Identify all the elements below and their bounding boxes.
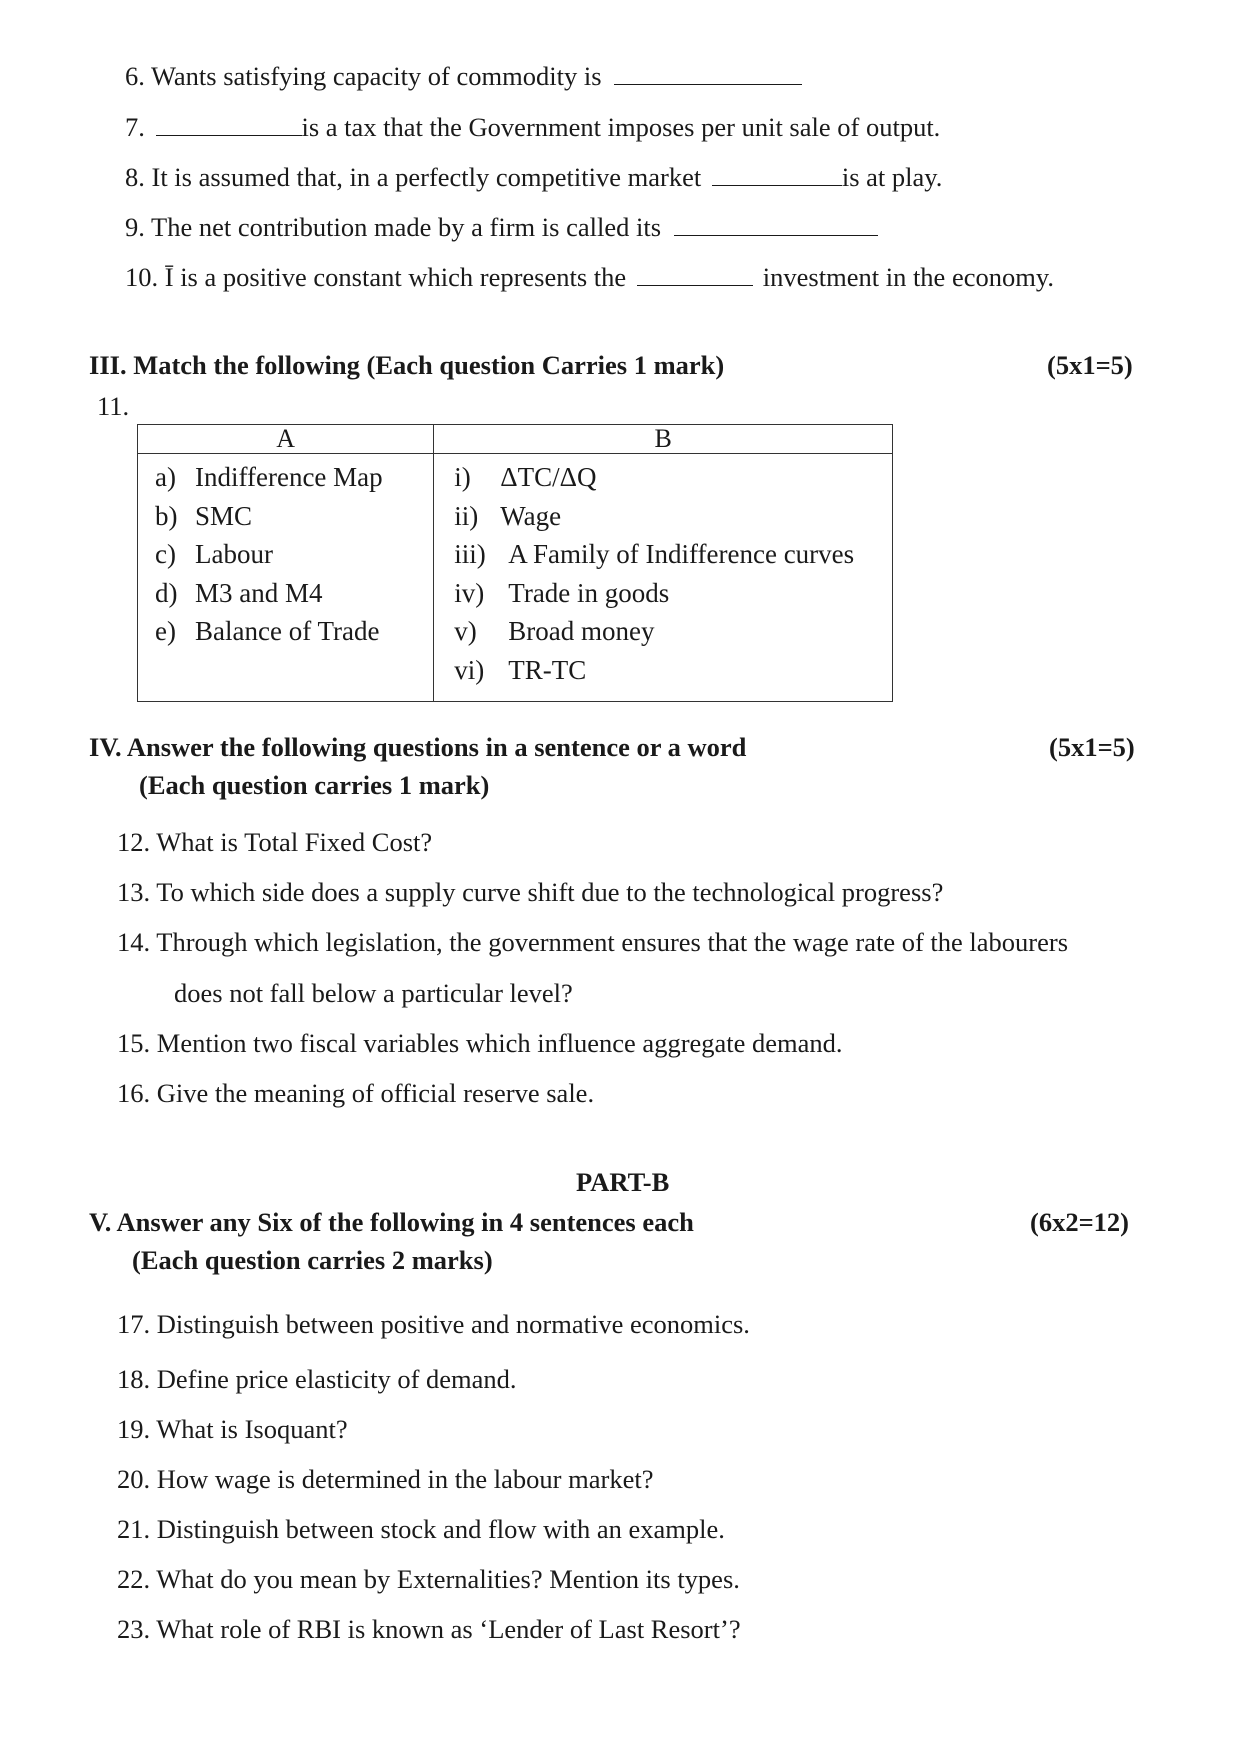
question-text: The net contribution made by a firm is called its [151, 212, 662, 242]
question-13: 13. To which side does a supply curve shift due to the technological progress? [117, 877, 944, 907]
question-14: 14. Through which legislation, the government ensures that the wage rate of the labourers [117, 927, 1069, 957]
answer-blank [156, 113, 302, 136]
list-item: iv) Trade in goods [454, 577, 670, 608]
question-12: 12. What is Total Fixed Cost? [117, 827, 433, 857]
question-23: 23. What role of RBI is known as ‘Lender of Last Resort’? [117, 1614, 741, 1644]
question-11-number: 11. [97, 391, 130, 421]
section-5-marks: (6x2=12) [1030, 1207, 1129, 1237]
question-number: 9. [125, 212, 145, 242]
list-item: vi) TR-TC [454, 654, 587, 685]
list-item: a) Indifference Map [155, 462, 383, 492]
section-4-subheading: (Each question carries 1 mark) [139, 770, 490, 800]
question-number: 8. [125, 162, 145, 192]
question-text: is a tax that the Government imposes per unit sale of output. [301, 112, 941, 142]
question-22: 22. What do you mean by Externalities? Mention its types. [117, 1564, 740, 1594]
question-number: 7. [125, 112, 145, 142]
list-item: iii) A Family of Indifference curves [454, 539, 855, 569]
column-a [138, 454, 434, 702]
question-text: Wants satisfying capacity of commodity is [151, 61, 602, 91]
column-b [434, 454, 893, 702]
section-5-heading: V. Answer any Six of the following in 4 sentences each [89, 1207, 694, 1237]
question-14-continuation: does not fall below a particular level? [174, 978, 573, 1008]
answer-blank [674, 213, 878, 236]
question-number: 6. [125, 61, 145, 91]
question-9 [125, 213, 878, 241]
section-4-heading: IV. Answer the following questions in a sentence or a word [89, 732, 747, 762]
section-3-heading: III. Match the following (Each question Carries 1 mark) [89, 350, 725, 380]
column-a-header: A [138, 425, 434, 454]
question-number: 10. [125, 262, 159, 292]
question-text: Ī is a positive constant which represents the [164, 262, 627, 292]
column-b-header: B [434, 425, 893, 454]
question-20: 20. How wage is determined in the labour market? [117, 1464, 654, 1494]
list-item: i) ΔTC/ΔQ [454, 462, 597, 492]
question-8 [125, 163, 942, 191]
match-table [137, 424, 893, 702]
question-text: It is assumed that, in a perfectly competitive market [151, 162, 702, 192]
question-text-after: is at play. [841, 162, 943, 192]
question-19: 19. What is Isoquant? [117, 1414, 348, 1444]
answer-blank [614, 62, 802, 85]
question-15: 15. Mention two fiscal variables which influence aggregate demand. [117, 1028, 843, 1058]
list-item: b) SMC [155, 500, 253, 531]
section-3-marks: (5x1=5) [1047, 350, 1133, 380]
question-18: 18. Define price elasticity of demand. [117, 1364, 517, 1394]
list-item: v) Broad money [454, 616, 655, 646]
answer-blank [712, 163, 842, 186]
question-17: 17. Distinguish between positive and normative economics. [117, 1309, 750, 1339]
question-10 [125, 263, 1054, 291]
section-5-subheading: (Each question carries 2 marks) [132, 1245, 493, 1275]
question-text-after: investment in the economy. [762, 262, 1054, 292]
section-4-marks: (5x1=5) [1049, 732, 1135, 762]
question-21: 21. Distinguish between stock and flow with an example. [117, 1514, 725, 1544]
answer-blank [637, 263, 753, 286]
list-item: c) Labour [155, 539, 273, 569]
question-6 [125, 62, 802, 90]
part-b-title: PART-B [576, 1167, 670, 1197]
list-item: ii) Wage [454, 500, 562, 531]
list-item: d) M3 and M4 [155, 577, 323, 608]
question-16: 16. Give the meaning of official reserve sale. [117, 1078, 595, 1108]
question-7 [125, 113, 940, 141]
list-item: e) Balance of Trade [155, 616, 380, 646]
